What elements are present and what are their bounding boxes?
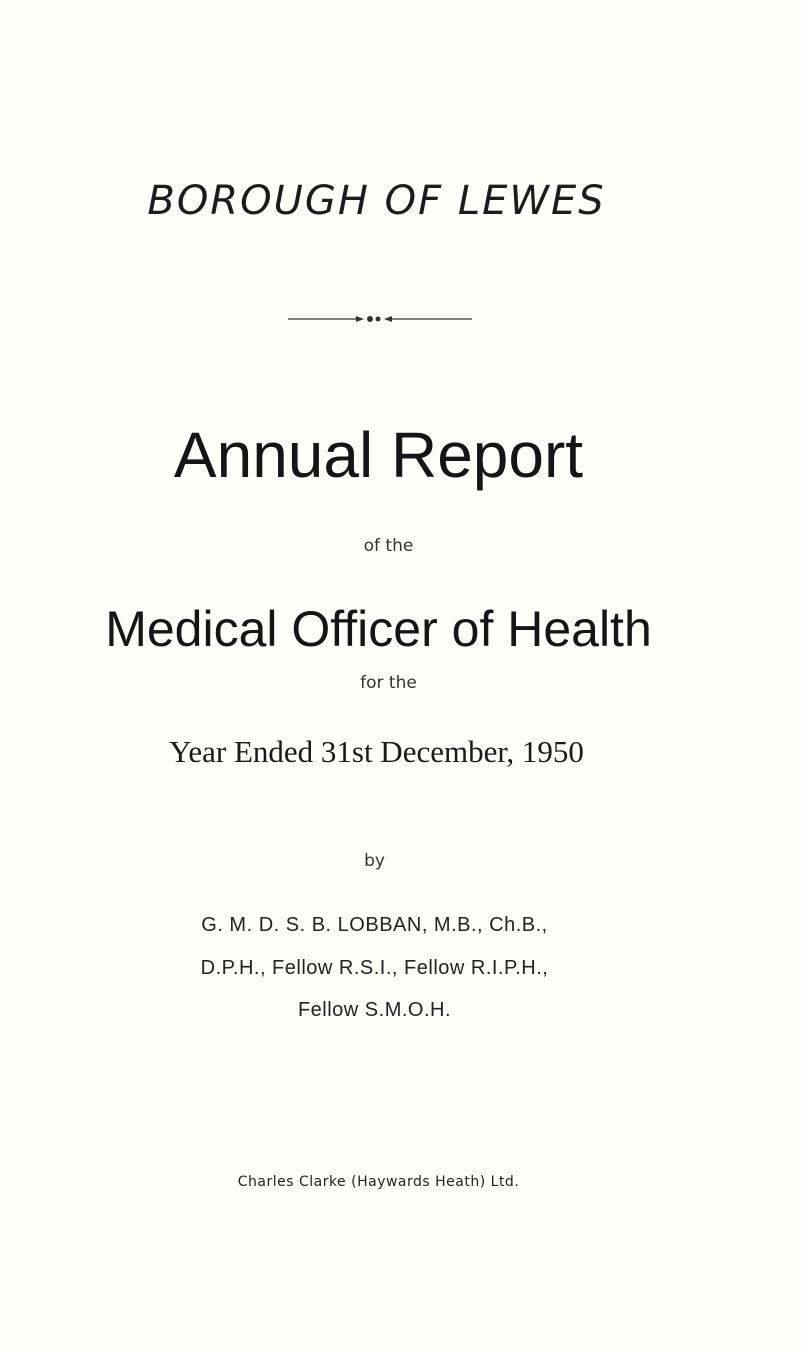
author-line-1: G. M. D. S. B. LOBBAN, M.B., Ch.B.,: [201, 914, 548, 936]
of-the-text: of the: [363, 536, 414, 556]
report-title: Annual Report: [173, 419, 584, 491]
report-subject: Medical Officer of Health: [105, 601, 652, 657]
printer-imprint: Charles Clarke (Haywards Heath) Ltd.: [237, 1174, 520, 1190]
report-period: Year Ended 31st December, 1950: [169, 734, 584, 769]
author-line-3: Fellow S.M.O.H.: [297, 999, 452, 1021]
for-the-text: for the: [360, 673, 417, 693]
by-text: by: [364, 851, 385, 871]
ornament-divider: [288, 312, 472, 326]
author-line-2: D.P.H., Fellow R.S.I., Fellow R.I.P.H.,: [200, 957, 549, 979]
borough-heading: BOROUGH OF LEWES: [147, 178, 606, 224]
